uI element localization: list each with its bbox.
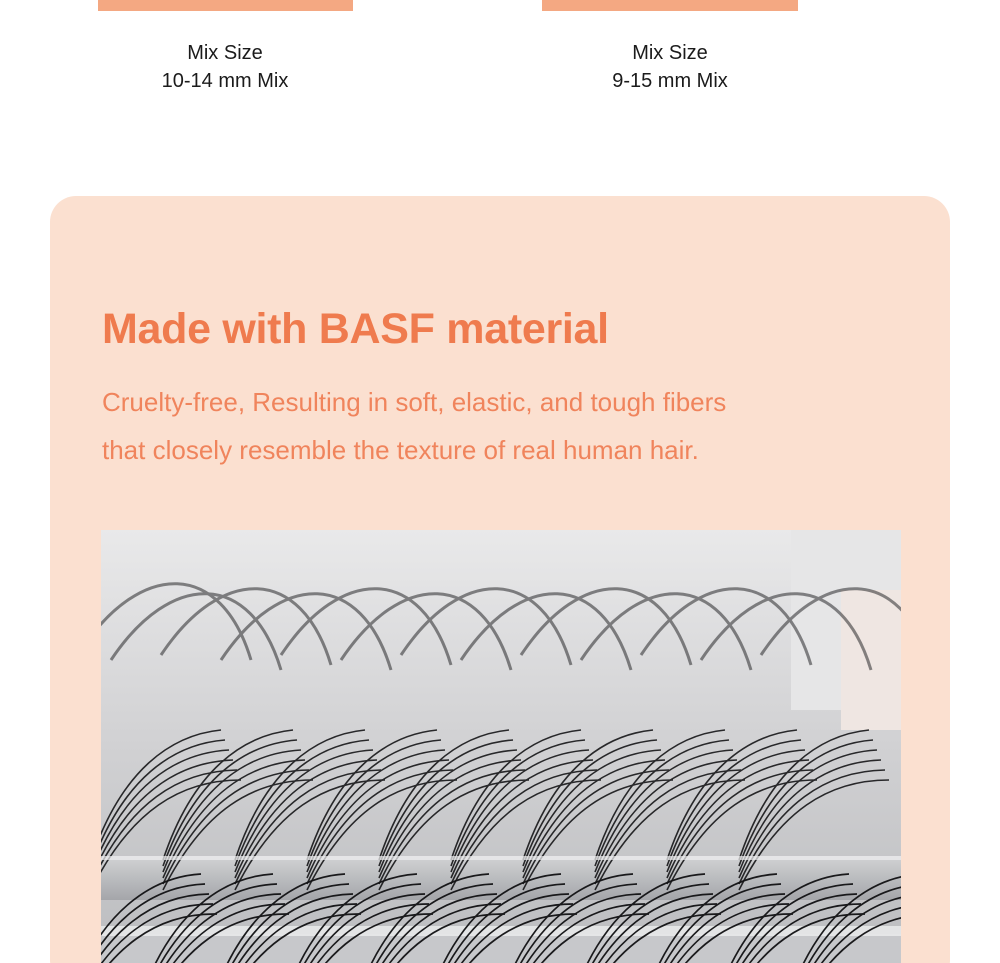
basf-description-line-2: that closely resemble the texture of real human hair. xyxy=(102,435,699,465)
lash-fan-photo xyxy=(101,530,901,963)
size-spec-value-1: 10-14 mm Mix xyxy=(161,70,289,92)
basf-material-panel xyxy=(50,196,950,963)
size-spec-value-2: 9-15 mm Mix xyxy=(612,70,728,92)
size-spec-label-2: Mix Size xyxy=(632,42,708,64)
swatch-bar-2 xyxy=(542,0,798,11)
size-spec-item-1 xyxy=(95,0,355,95)
basf-description-line-1: Cruelty-free, Resulting in soft, elastic, and tough fibers xyxy=(102,387,727,417)
size-spec-label-1: Mix Size xyxy=(187,42,263,64)
size-spec-row xyxy=(0,0,1000,120)
basf-heading: Made with BASF material xyxy=(102,305,609,353)
basf-description xyxy=(102,378,902,474)
swatch-bar-1 xyxy=(98,0,353,11)
size-spec-item-2 xyxy=(540,0,800,95)
